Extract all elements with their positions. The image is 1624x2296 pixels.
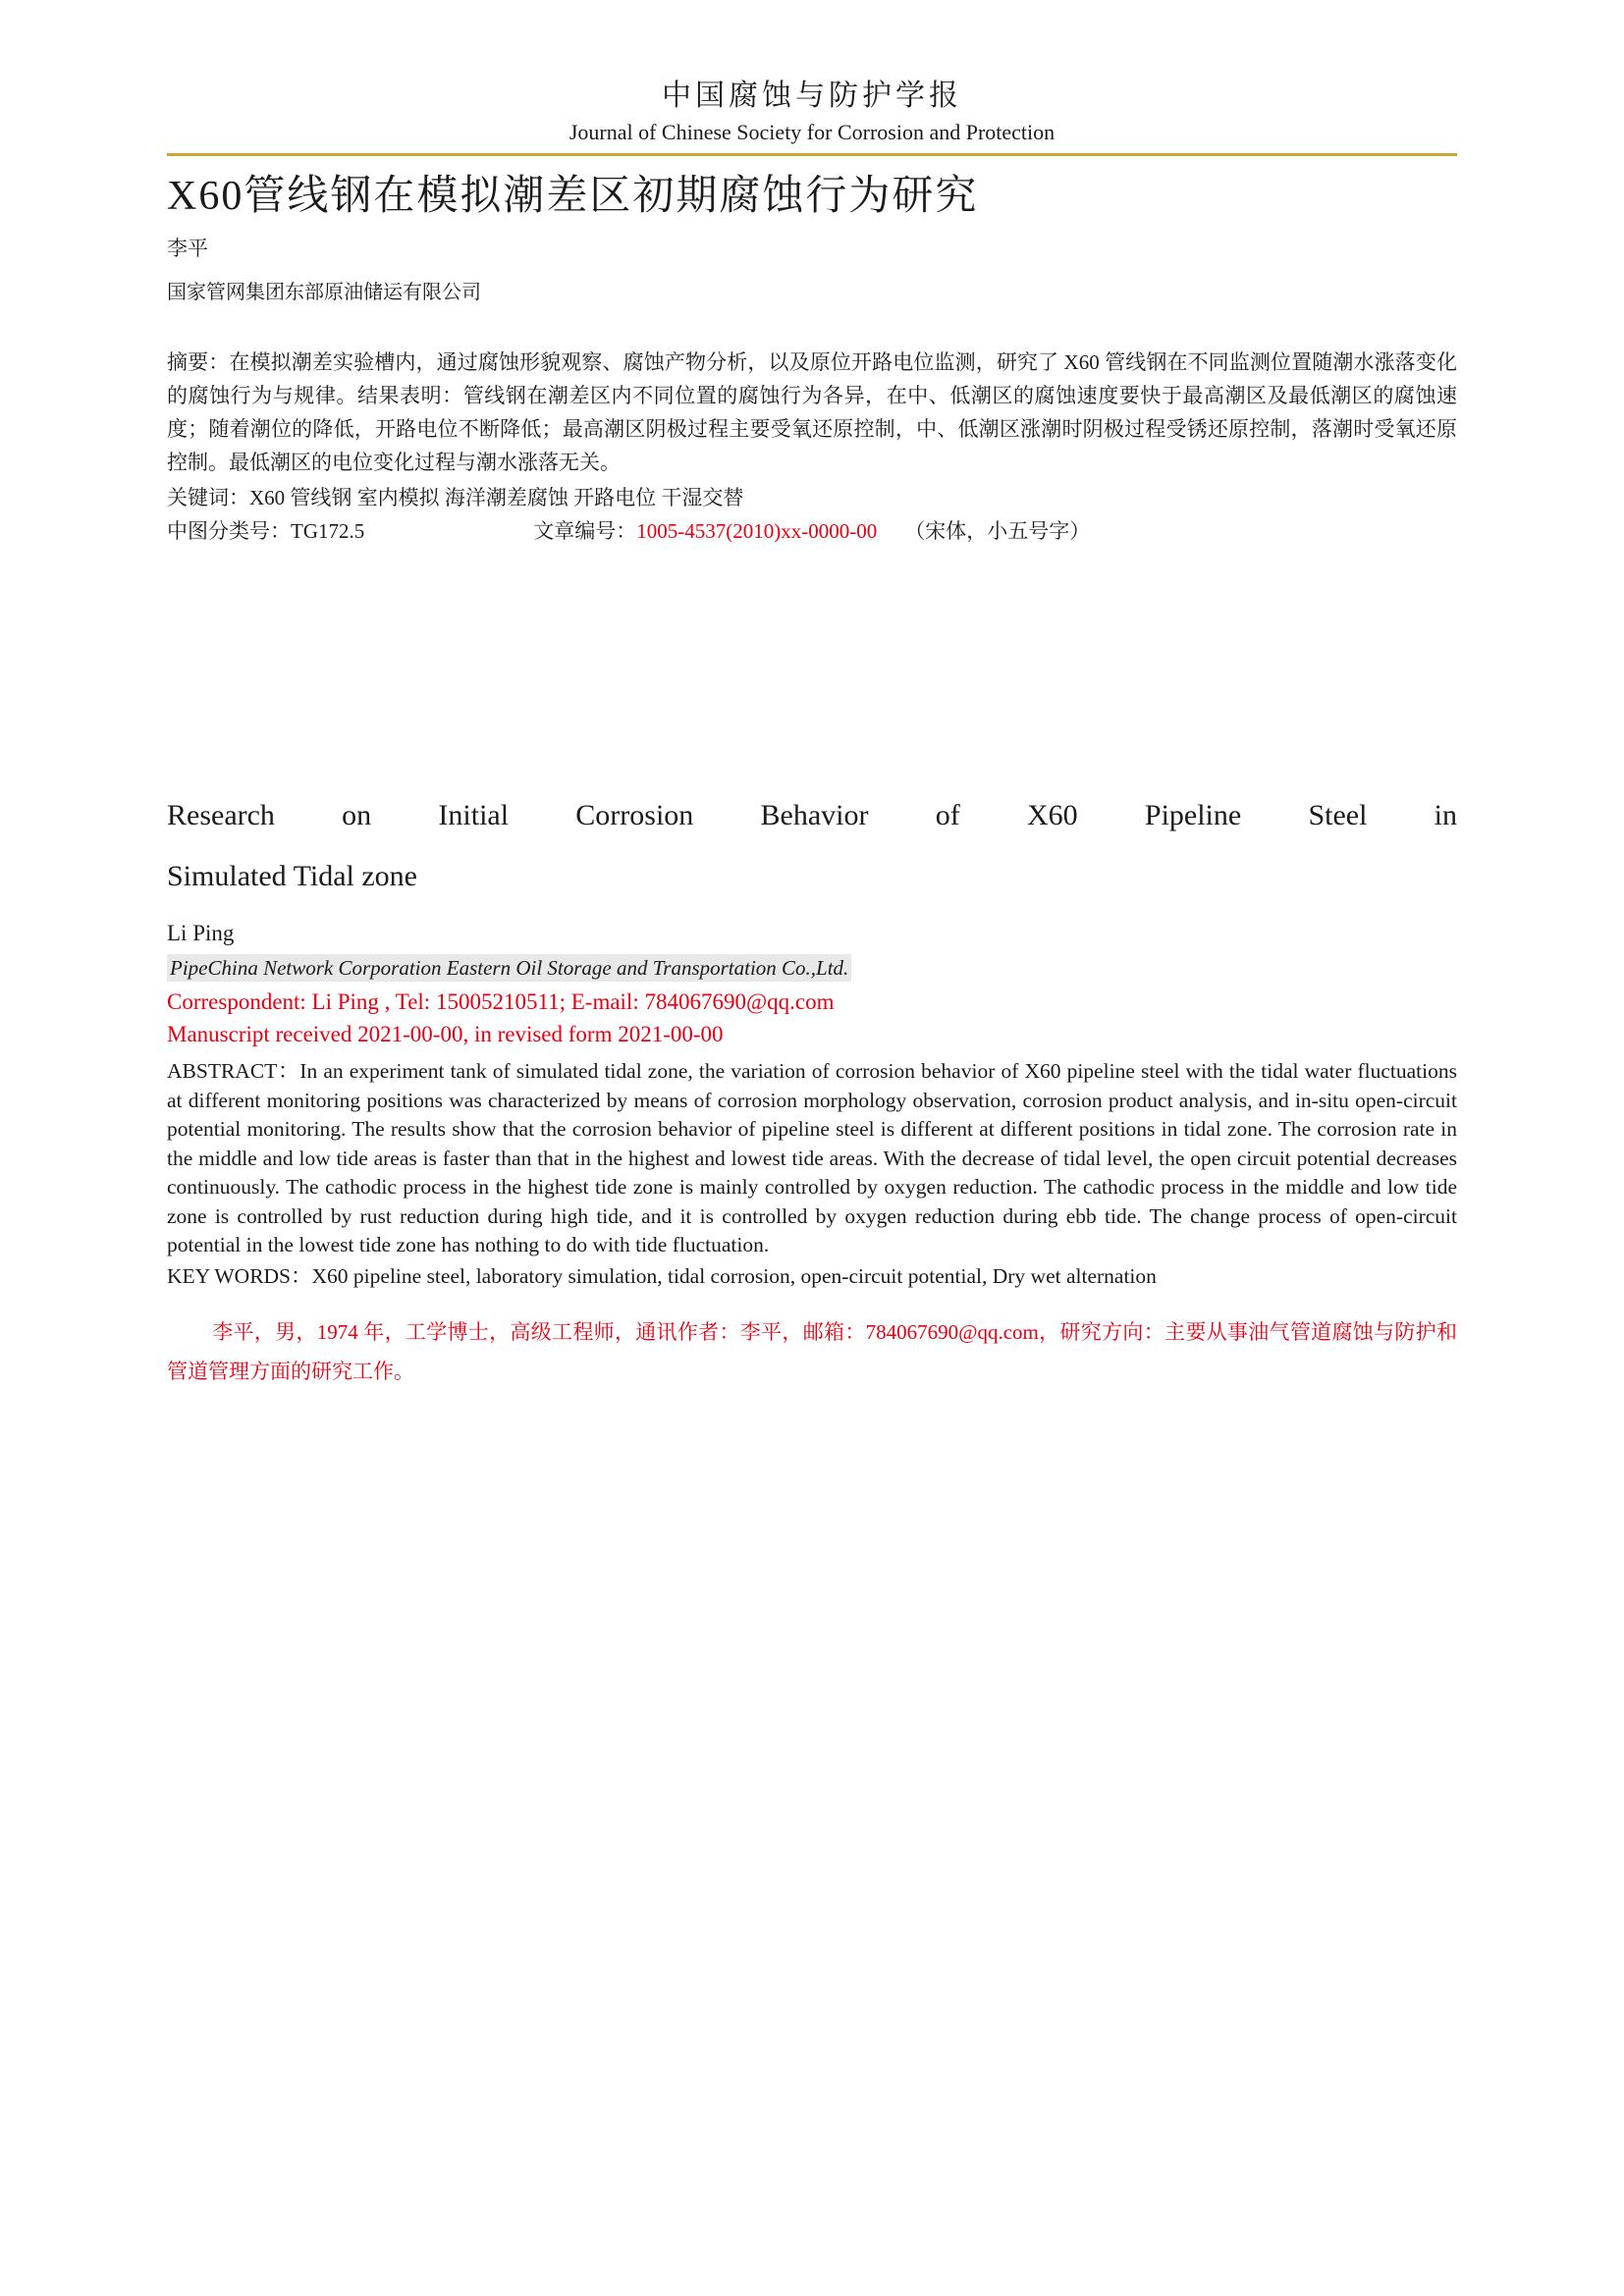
paper-title-en-line2: Simulated Tidal zone [167, 860, 417, 893]
keywords-label-zh: 关键词： [167, 486, 249, 510]
abstract-label-en: ABSTRACT： [167, 1059, 300, 1084]
abstract-text-zh: 在模拟潮差实验槽内，通过腐蚀形貌观察、腐蚀产物分析，以及原位开路电位监测，研究了 X60 管线钢在不同监测位置随潮水涨落变化的腐蚀行为与规律。结果表明：管线钢在潮差区内不同位置的腐蚀行为各异，在中、低潮区的腐蚀速度要快于最高潮区及最低潮区的腐蚀速度；随着潮位的降低，开路电位不断降低；最高潮区阴极过程主要受氧还原控制，中、低潮区涨潮时阴极过程受锈还原控制，落潮时受氧还原控制。最低潮区的电位变化过程与潮水涨落无关。 [167, 350, 1458, 475]
article-number-value: 1005-4537(2010)xx-0000-00 [636, 519, 878, 544]
section-gap [167, 548, 1457, 785]
clc-label: 中图分类号： [167, 519, 291, 544]
journal-title-zh: 中国腐蚀与防护学报 [662, 80, 962, 112]
header-divider-rule [167, 153, 1457, 156]
keywords-label-en: KEY WORDS： [167, 1263, 312, 1288]
article-number-group [533, 514, 1090, 548]
abstract-zh [167, 346, 1457, 479]
manuscript-received-line: Manuscript received 2021-00-00, in revised form 2021-00-00 [167, 1022, 724, 1047]
article-number-label: 文章编号： [533, 519, 637, 544]
paper-title-en [167, 785, 1457, 907]
clc-line [167, 514, 1457, 548]
affiliation-zh: 国家管网集团东部原油储运有限公司 [167, 282, 481, 304]
author-name-en: Li Ping [167, 921, 235, 946]
affiliation-en-highlight: PipeChina Network Corporation Eastern Oil Storage and Transportation Co.,Ltd. [167, 954, 851, 982]
keywords-text-zh: X60 管线钢 室内模拟 海洋潮差腐蚀 开路电位 干湿交替 [249, 486, 744, 510]
article-number-note: （宋体，小五号字） [904, 519, 1091, 544]
paper-title-en-line1: Research on Initial Corrosion Behavior of X60 Pipeline Steel in [167, 799, 1457, 832]
abstract-en [167, 1057, 1457, 1260]
clc-number: TG172.5 [291, 519, 365, 544]
affiliation-en [167, 956, 1457, 981]
keywords-text-en: X60 pipeline steel, laboratory simulation, tidal corrosion, open-circuit potential, Dry wet alternation [311, 1263, 1157, 1288]
keywords-zh [167, 481, 1457, 514]
paper-title-zh: X60管线钢在模拟潮差区初期腐蚀行为研究 [167, 174, 979, 219]
journal-title-en: Journal of Chinese Society for Corrosion and Protection [568, 120, 1056, 144]
correspondent-line: Correspondent: Li Ping , Tel: 15005210511; E-mail: 784067690@qq.com [167, 989, 835, 1015]
abstract-label-zh: 摘要： [167, 350, 230, 375]
abstract-text-en: In an experiment tank of simulated tidal zone, the variation of corrosion behavior of X60 pipeline steel with the tidal water fluctuations at different monitoring positions was characterized by means of corrosion morphology observation, corrosion product analysis, and in-situ open-circuit potential monitoring. The results show that the corrosion behavior of pipeline steel is different at different positions in tidal zone. The corrosion rate in the middle and low tide areas is faster than that in the highest and lowest tide areas. With the decrease of tidal level, the open circuit potential decreases continuously. The cathodic process in the highest tide zone is mainly controlled by oxygen reduction. The cathodic process in the middle and low tide zone is controlled by rust reduction during high tide, and it is controlled by oxygen reduction during ebb tide. The change process of open-circuit potential in the lowest tide zone has nothing to do with tide fluctuation. [167, 1059, 1457, 1257]
clc-left [167, 514, 364, 548]
author-name-zh: 李平 [167, 237, 208, 261]
author-footnote: 李平，男，1974 年，工学博士，高级工程师，通讯作者：李平，邮箱：784067690@qq.com，研究方向：主要从事油气管道腐蚀与防护和管道管理方面的研究工作。 [167, 1320, 1457, 1384]
keywords-en [167, 1262, 1457, 1292]
